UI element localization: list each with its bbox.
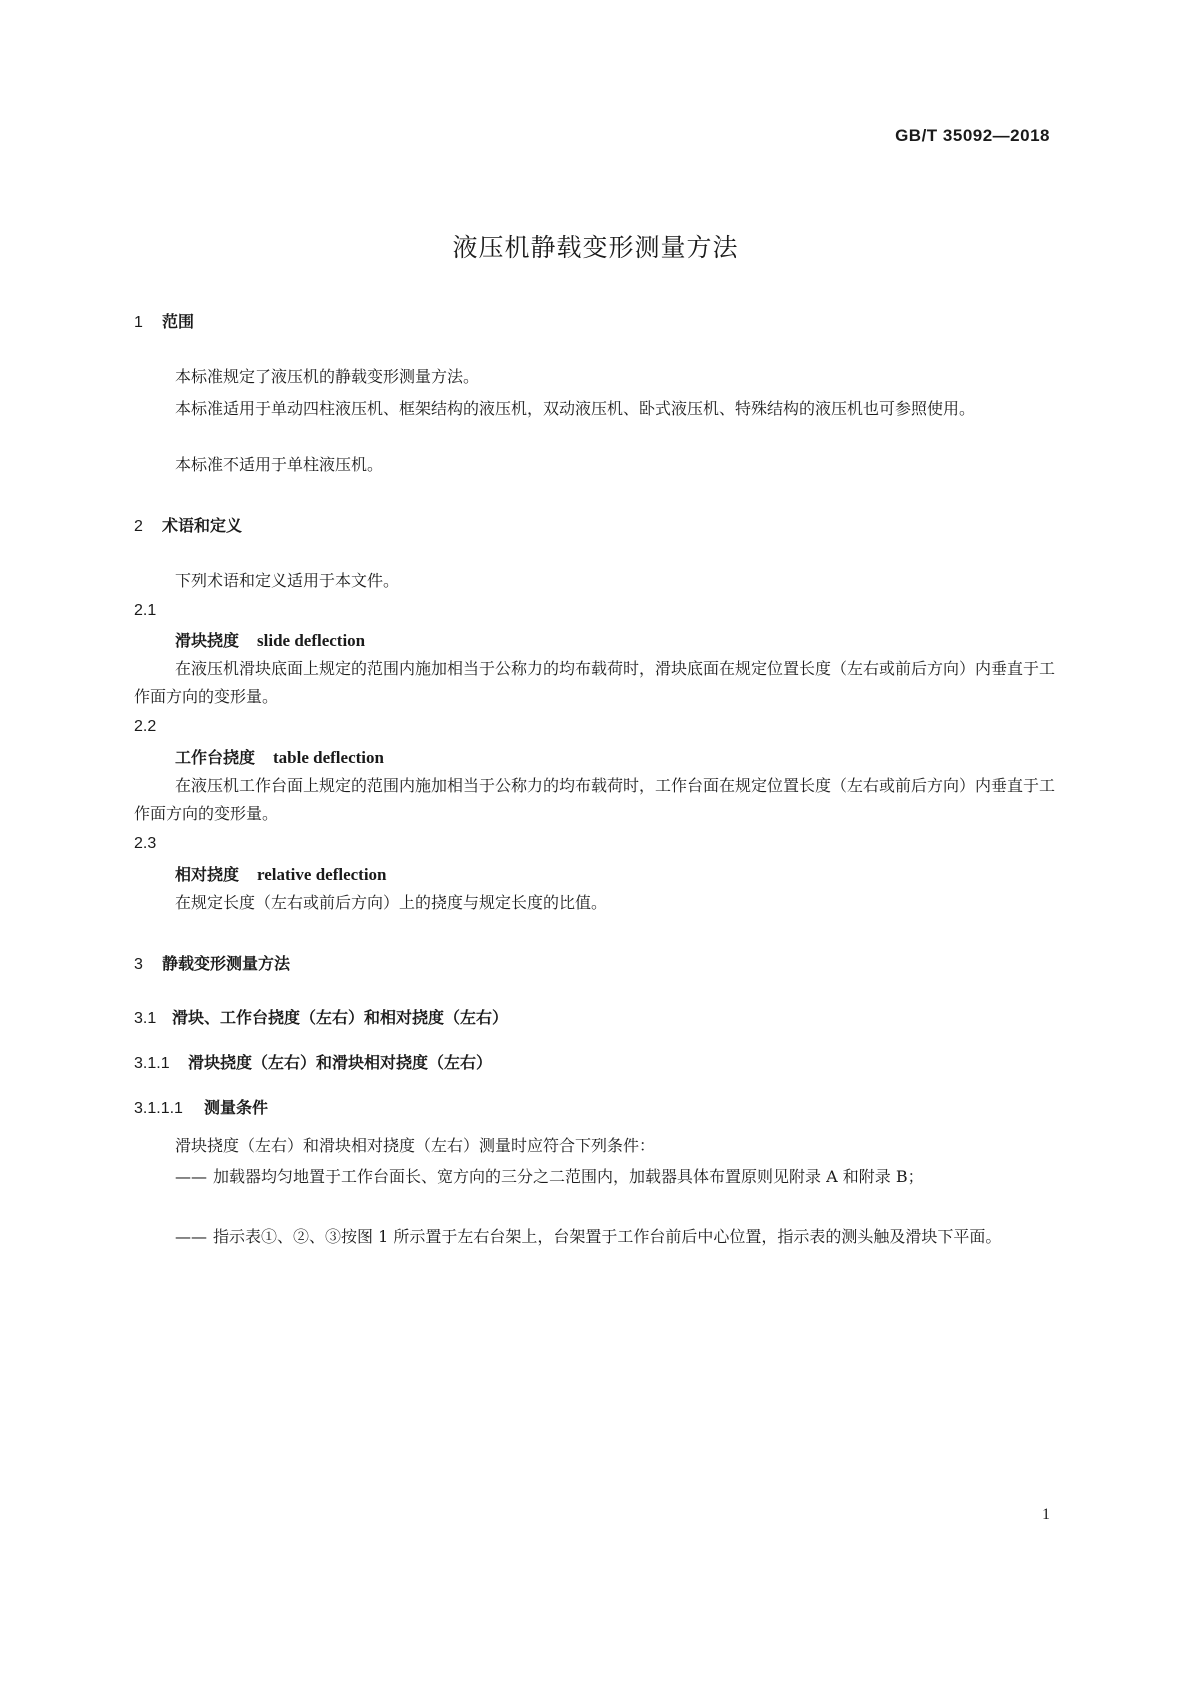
section-number: 3.1.1.1 <box>134 1100 183 1117</box>
term-heading <box>175 745 384 768</box>
section-number: 1 <box>134 314 143 331</box>
paragraph: 本标准规定了液压机的静载变形测量方法。 <box>175 367 480 386</box>
section-number: 2 <box>134 518 143 535</box>
section-3-heading <box>134 951 290 974</box>
term-definition: 在规定长度（左右或前后方向）上的挠度与规定长度的比值。 <box>175 893 608 912</box>
list-item-text: 加载器均匀地置于工作台面长、宽方向的三分之二范围内，加载器具体布置原则见附录 A 和附录 B； <box>213 1167 924 1186</box>
term-chinese: 相对挠度 <box>175 865 240 884</box>
section-3-1-heading <box>134 1005 508 1028</box>
term-english: table deflection <box>273 748 384 767</box>
section-3-1-1-1-heading <box>134 1095 268 1118</box>
term-number: 2.1 <box>134 602 157 619</box>
standard-code: GB/T 35092—2018 <box>895 126 1050 145</box>
dash-marker: —— <box>175 1227 207 1246</box>
section-2-heading <box>134 513 242 536</box>
term-number: 2.3 <box>134 835 157 852</box>
term-heading <box>175 628 365 651</box>
term-english: relative deflection <box>257 865 387 884</box>
paragraph: 本标准适用于单动四柱液压机、框架结构的液压机，双动液压机、卧式液压机、特殊结构的液压机也可参照使用。 <box>175 399 976 418</box>
paragraph: 滑块挠度（左右）和滑块相对挠度（左右）测量时应符合下列条件： <box>175 1136 656 1155</box>
term-chinese: 滑块挠度 <box>175 631 240 650</box>
section-title: 滑块、工作台挠度（左右）和相对挠度（左右） <box>172 1008 509 1027</box>
term-english: slide deflection <box>257 631 366 650</box>
section-number: 3.1.1 <box>134 1055 170 1072</box>
section-number: 3.1 <box>134 1010 157 1027</box>
list-item <box>175 1222 1058 1252</box>
section-title: 测量条件 <box>204 1098 269 1117</box>
term-definition: 在液压机工作台面上规定的范围内施加相当于公称力的均布载荷时，工作台面在规定位置长度（左右或前后方向）内垂直于工作面方向的变形量。 <box>134 776 1056 823</box>
page-number: 1 <box>1042 1506 1050 1523</box>
section-3-1-1-heading <box>134 1050 492 1073</box>
term-heading <box>175 862 387 885</box>
section-title: 静载变形测量方法 <box>162 954 291 973</box>
section-1-heading <box>134 309 194 332</box>
list-item <box>175 1162 1058 1192</box>
term-number: 2.2 <box>134 718 157 735</box>
paragraph: 本标准不适用于单柱液压机。 <box>175 455 384 474</box>
term-definition: 在液压机滑块底面上规定的范围内施加相当于公称力的均布载荷时，滑块底面在规定位置长度（左右或前后方向）内垂直于工作面方向的变形量。 <box>134 659 1056 706</box>
paragraph: 下列术语和定义适用于本文件。 <box>175 571 400 590</box>
section-title: 滑块挠度（左右）和滑块相对挠度（左右） <box>188 1053 493 1072</box>
dash-marker: —— <box>175 1167 207 1186</box>
section-title: 术语和定义 <box>162 516 243 535</box>
term-chinese: 工作台挠度 <box>175 748 256 767</box>
list-item-text: 指示表①、②、③按图 1 所示置于左右台架上，台架置于工作台前后中心位置，指示表的测头触及滑块下平面。 <box>213 1227 1002 1246</box>
section-title: 范围 <box>162 312 195 331</box>
document-title: 液压机静载变形测量方法 <box>452 233 739 262</box>
section-number: 3 <box>134 956 143 973</box>
